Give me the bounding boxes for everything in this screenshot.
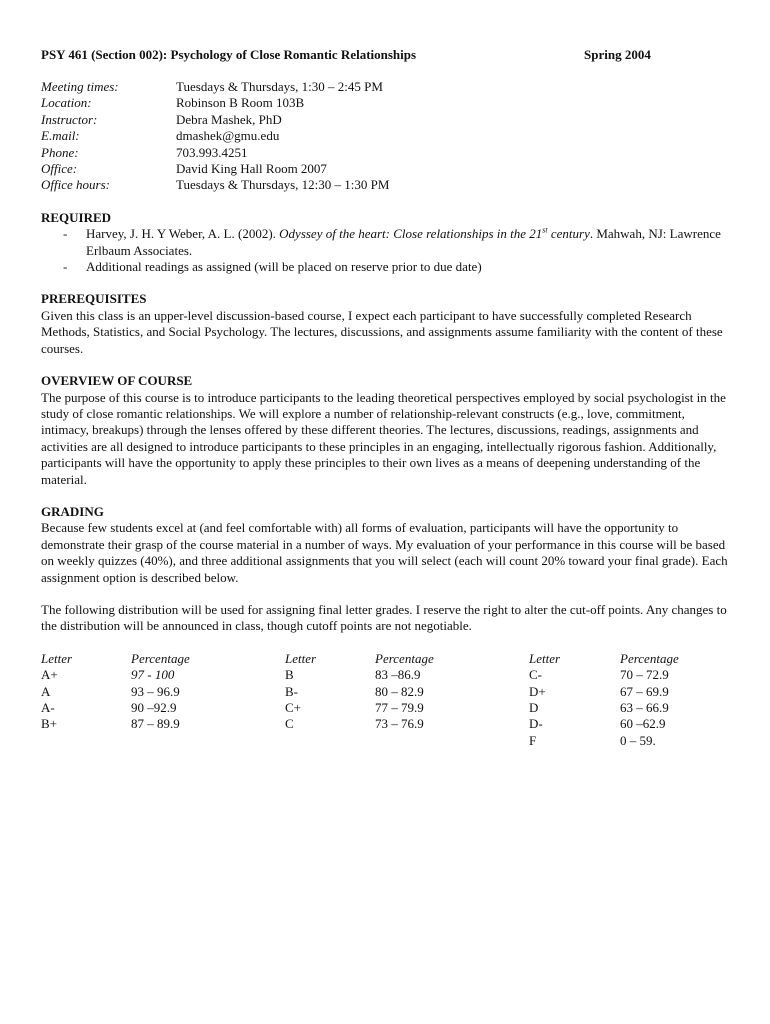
grade-letter: B+ <box>41 716 58 732</box>
percentage-header: Percentage <box>131 650 190 666</box>
info-value: dmashek@gmu.edu <box>176 128 280 144</box>
syllabus-page <box>41 45 731 751</box>
grade-letter: A <box>41 683 51 699</box>
grade-range: 83 –86.9 <box>375 667 421 683</box>
info-row <box>41 161 731 177</box>
grading-distribution-text: The following distribution will be used for assigning final letter grades. I reserve the right to alter the cut-off points. Any changes to the distribution will be announced in class, though cutoff points are not negotiable. <box>41 601 727 634</box>
letter-column <box>285 651 316 733</box>
grade-distribution-table <box>41 651 731 751</box>
info-row <box>41 177 731 193</box>
grade-letter: A+ <box>41 667 58 683</box>
info-label: E.mail: <box>41 128 80 144</box>
info-row <box>41 95 731 111</box>
grade-letter: B <box>285 667 294 683</box>
info-label: Instructor: <box>41 111 98 127</box>
grade-range: 80 – 82.9 <box>375 683 424 699</box>
grade-range: 67 – 69.9 <box>620 683 669 699</box>
info-row <box>41 128 731 144</box>
reference-authors: Harvey, J. H. Y Weber, A. L. (2002). <box>86 226 280 242</box>
list-item <box>41 259 731 275</box>
grade-range: 70 – 72.9 <box>620 667 669 683</box>
course-title: PSY 461 (Section 002): Psychology of Close Romantic Relationships <box>41 47 417 62</box>
info-label: Office: <box>41 161 78 177</box>
grade-range: 97 - 100 <box>131 667 175 683</box>
info-value: Debra Mashek, PhD <box>176 111 282 127</box>
percentage-column <box>375 651 434 733</box>
grading-text: Because few students excel at (and feel comfortable with) all forms of evaluation, participants will have the opportunity to demonstrate their grasp of the course material in a number of ways. My evaluation of your performance in this course will be based on weekly quizzes (40%), and three additional assignments that you will select (each will count 20% toward your final grade). Each assignment option is described below. <box>41 520 728 585</box>
grade-range: 90 –92.9 <box>131 700 177 715</box>
info-row <box>41 79 731 95</box>
course-info-block <box>41 79 731 194</box>
list-item <box>41 226 731 259</box>
grade-range: 60 –62.9 <box>620 716 666 732</box>
percentage-header: Percentage <box>375 650 434 666</box>
info-value: David King Hall Room 2007 <box>176 161 327 177</box>
list-dash: - <box>63 259 68 275</box>
grade-range: 0 – 59. <box>620 732 656 748</box>
letter-column <box>41 651 72 733</box>
info-label: Office hours: <box>41 177 110 193</box>
grade-letter: C- <box>529 667 542 683</box>
reference-title: Odyssey of the heart: Close relationships in the 21st century <box>279 225 590 242</box>
letter-column <box>529 651 560 749</box>
prerequisites-heading: PREREQUISITES <box>41 291 147 307</box>
letter-header: Letter <box>285 650 317 666</box>
info-value: Robinson B Room 103B <box>176 95 305 111</box>
grade-letter: D- <box>529 716 543 732</box>
info-value: Tuesdays & Thursdays, 1:30 – 2:45 PM <box>176 79 383 94</box>
letter-header: Letter <box>41 650 73 666</box>
grade-letter: D <box>529 700 539 715</box>
info-label: Location: <box>41 95 92 111</box>
info-row <box>41 145 731 161</box>
info-value: 703.993.4251 <box>176 144 248 160</box>
grade-letter: F <box>529 732 537 748</box>
grade-letter: B- <box>285 683 298 699</box>
additional-readings: Additional readings as assigned (will be placed on reserve prior to due date) <box>86 259 482 275</box>
grade-range: 93 – 96.9 <box>131 683 180 699</box>
grade-letter: D+ <box>529 683 546 699</box>
percentage-column <box>131 651 190 733</box>
letter-header: Letter <box>529 650 561 666</box>
grade-range: 73 – 76.9 <box>375 716 424 732</box>
overview-text: The purpose of this course is to introduce participants to the leading theoretical perspectives employed by social psychologist in the study of close romantic relationships. We will explore a number of relationship-relevant constructs (e.g., love, commitment, intimacy, breakups) through the lenses offered by these different theories. The lectures, discussions, readings, assignments and activities are all designed to introduce participants to these principles in an engaging, intellectually rigorous fashion. Additionally, participants will have the opportunity to apply these principles to their own lives as a means of deepening understanding of the material. <box>41 389 726 487</box>
grade-letter: A- <box>41 700 55 715</box>
info-row <box>41 112 731 128</box>
percentage-column <box>620 651 679 749</box>
reference-publisher: . Mahwah, NJ: Lawrence Erlbaum Associates. <box>86 226 721 258</box>
info-label: Meeting times: <box>41 79 119 94</box>
grade-letter: C <box>285 716 294 732</box>
prerequisites-text: Given this class is an upper-level discussion-based course, I expect each participant to have successfully completed Research Methods, Statistics, and Social Psychology. The lectures, discussions, and assignments assume familiarity with the content of these courses. <box>41 307 723 356</box>
info-label: Phone: <box>41 144 79 160</box>
grade-range: 63 – 66.9 <box>620 700 669 715</box>
overview-heading: OVERVIEW OF COURSE <box>41 373 193 389</box>
grade-range: 77 – 79.9 <box>375 700 424 715</box>
list-dash: - <box>63 226 68 242</box>
info-value: Tuesdays & Thursdays, 12:30 – 1:30 PM <box>176 177 390 193</box>
grade-letter: C+ <box>285 700 302 715</box>
required-heading: REQUIRED <box>41 209 112 225</box>
grade-range: 87 – 89.9 <box>131 716 180 732</box>
percentage-header: Percentage <box>620 650 679 666</box>
required-list <box>41 226 731 275</box>
grading-heading: GRADING <box>41 503 104 519</box>
document-header <box>41 45 731 63</box>
ordinal-suffix: st <box>542 225 548 235</box>
term-label: Spring 2004 <box>584 47 651 62</box>
